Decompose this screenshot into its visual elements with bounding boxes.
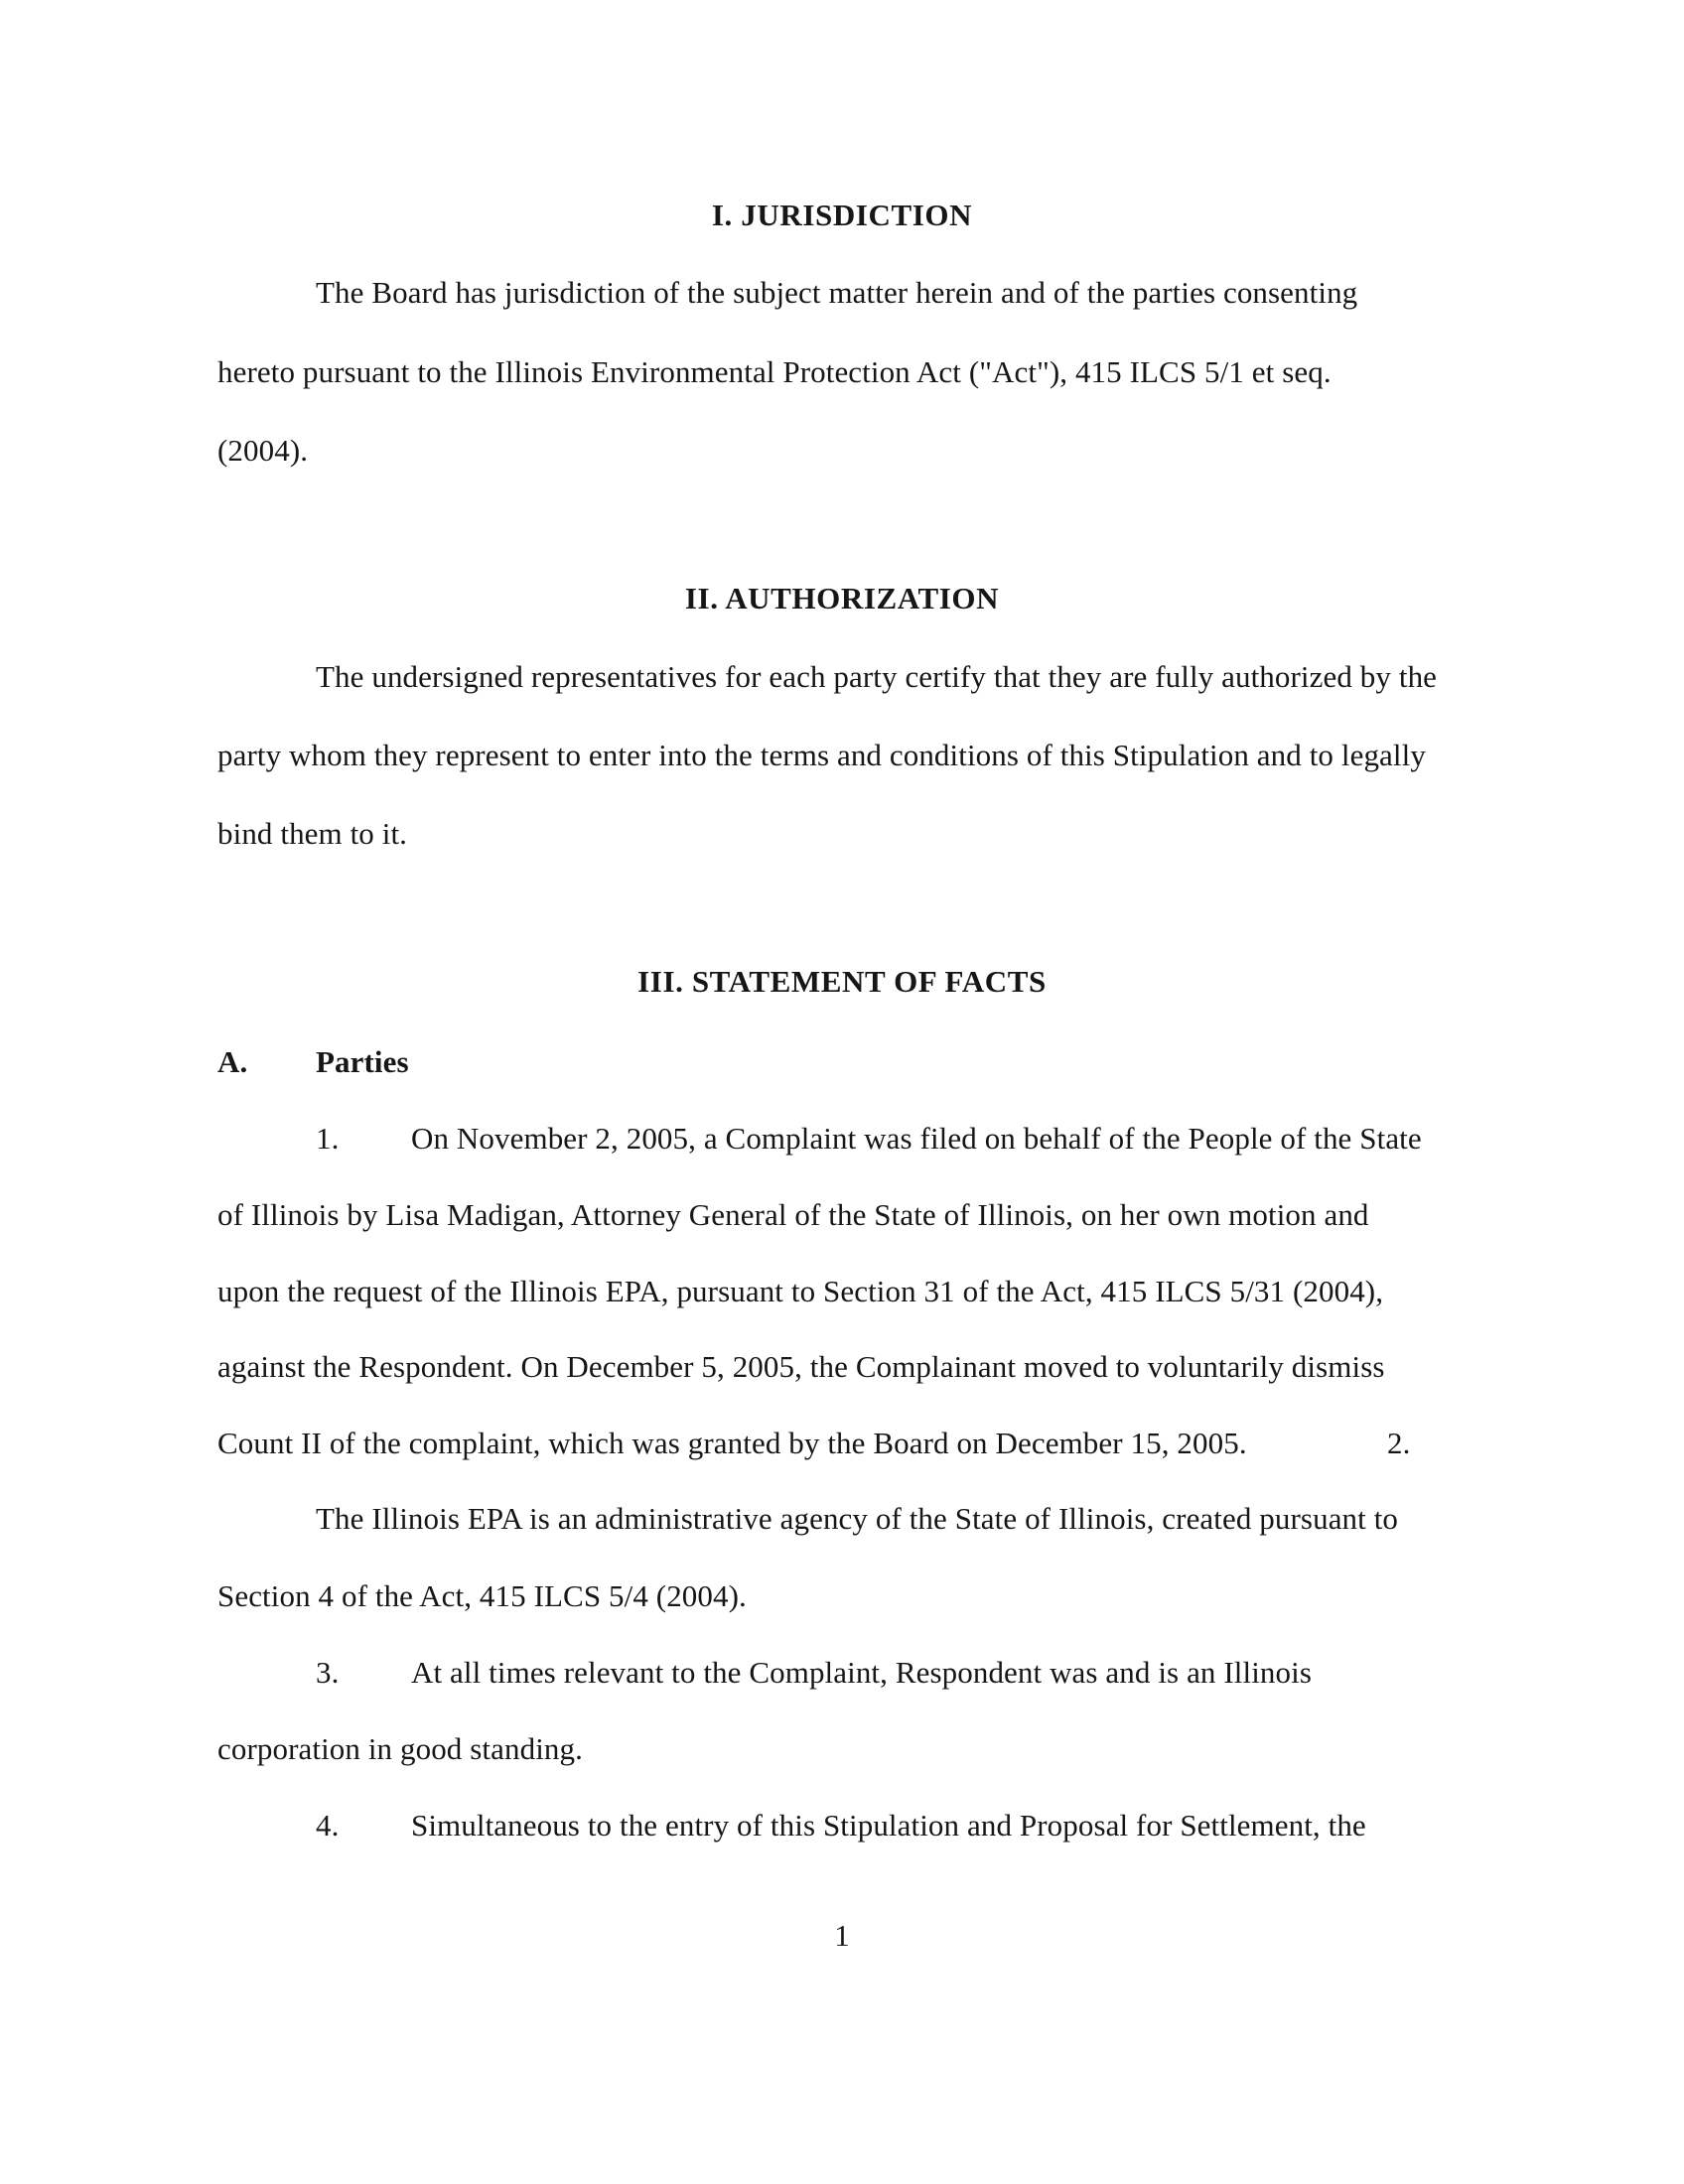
subsection-title: Parties bbox=[316, 1044, 409, 1079]
item-number: 2. bbox=[1387, 1426, 1411, 1460]
item-number: 4. bbox=[316, 1808, 340, 1843]
authorization-paragraph-line: bind them to it. bbox=[217, 816, 408, 851]
item-first-line: The Illinois EPA is an administrative agency of the State of Illinois, created pursuant to bbox=[316, 1501, 1399, 1536]
jurisdiction-paragraph-line: The Board has jurisdiction of the subject matter herein and of the parties consenting bbox=[316, 275, 1358, 310]
jurisdiction-heading: I. JURISDICTION bbox=[711, 198, 973, 232]
statement-of-facts-heading: III. STATEMENT OF FACTS bbox=[637, 964, 1047, 999]
item-line: of Illinois by Lisa Madigan, Attorney General of the State of Illinois, on her own motion and bbox=[217, 1197, 1369, 1232]
item-first-line: On November 2, 2005, a Complaint was filed on behalf of the People of the State bbox=[411, 1121, 1422, 1156]
subsection-letter: A. bbox=[217, 1044, 248, 1079]
authorization-heading: II. AUTHORIZATION bbox=[684, 581, 1000, 615]
item-first-line: At all times relevant to the Complaint, Respondent was and is an Illinois bbox=[411, 1655, 1313, 1690]
item-first-line: Simultaneous to the entry of this Stipulation and Proposal for Settlement, the bbox=[411, 1808, 1366, 1843]
authorization-paragraph-line: party whom they represent to enter into the terms and conditions of this Stipulation and to legally bbox=[217, 738, 1426, 772]
item-line: upon the request of the Illinois EPA, pursuant to Section 31 of the Act, 415 ILCS 5/31 (2004), bbox=[217, 1274, 1384, 1308]
jurisdiction-paragraph-line: (2004). bbox=[217, 433, 309, 468]
jurisdiction-paragraph-line: hereto pursuant to the Illinois Environmental Protection Act ("Act"), 415 ILCS 5/1 et seq. bbox=[217, 354, 1332, 389]
item-line: Section 4 of the Act, 415 ILCS 5/4 (2004). bbox=[217, 1578, 747, 1613]
item-number: 3. bbox=[316, 1655, 340, 1690]
item-line: against the Respondent. On December 5, 2005, the Complainant moved to voluntarily dismiss bbox=[217, 1349, 1385, 1384]
item-line: Count II of the complaint, which was granted by the Board on December 15, 2005. bbox=[217, 1426, 1247, 1460]
page-number: 1 bbox=[834, 1918, 850, 1953]
authorization-paragraph-line: The undersigned representatives for each party certify that they are fully authorized by the bbox=[316, 659, 1438, 694]
item-line: corporation in good standing. bbox=[217, 1731, 583, 1766]
item-number: 1. bbox=[316, 1121, 340, 1156]
